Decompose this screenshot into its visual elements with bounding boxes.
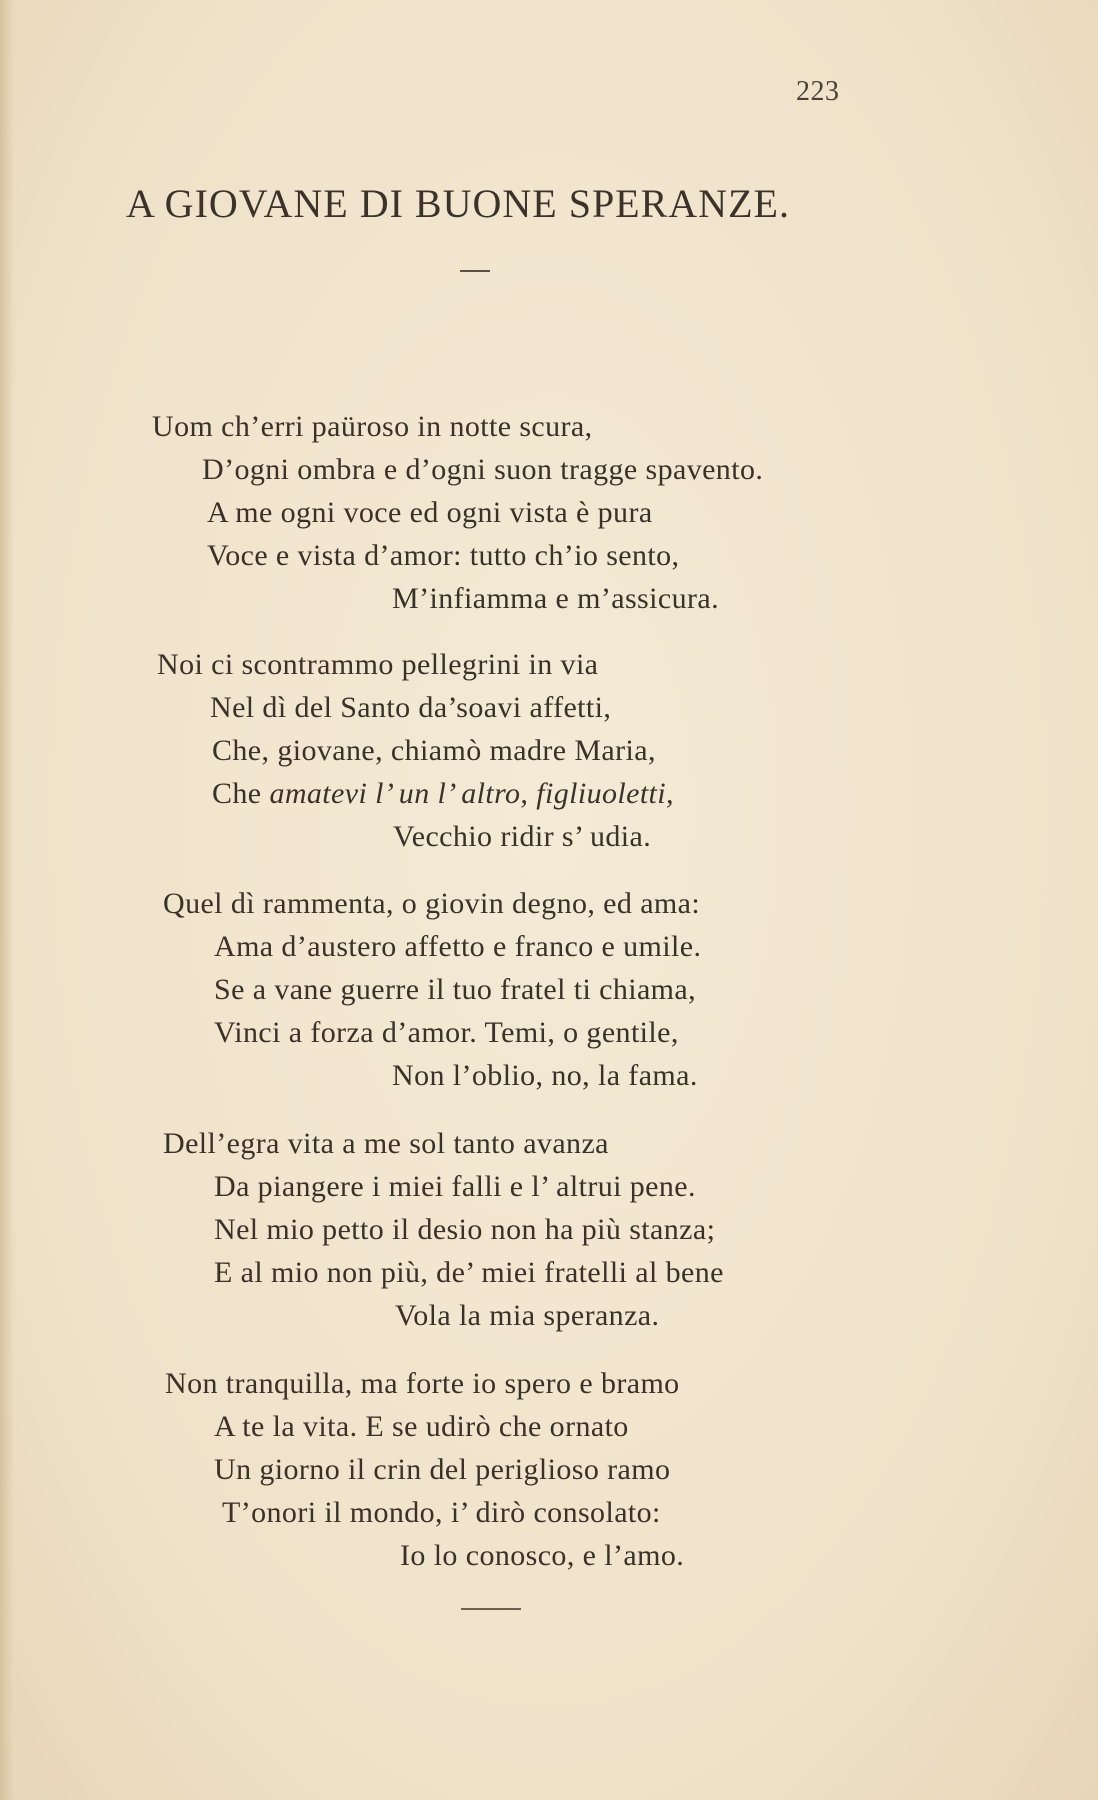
poem-line: Vecchio ridir s’ udia.	[393, 820, 652, 853]
italic-phrase: amatevi l’ un l’ altro, figliuoletti,	[269, 777, 674, 810]
poem-line: D’ogni ombra e d’ogni suon tragge spavento.	[202, 453, 764, 486]
line-prefix: Che	[212, 777, 270, 810]
poem-line: Voce e vista d’amor: tutto ch’io sento,	[207, 539, 680, 572]
title-divider	[460, 270, 490, 272]
page-edge-shadow	[0, 0, 14, 1800]
poem-line: Uom ch’erri paüroso in notte scura,	[152, 410, 593, 443]
poem-line: Io lo conosco, e l’amo.	[400, 1539, 685, 1572]
poem-line: Non l’oblio, no, la fama.	[392, 1059, 698, 1092]
poem-line: Dell’egra vita a me sol tanto avanza	[163, 1127, 609, 1160]
poem-line: Vola la mia speranza.	[395, 1299, 660, 1332]
poem-line: Vinci a forza d’amor. Temi, o gentile,	[214, 1016, 679, 1049]
poem-line: Non tranquilla, ma forte io spero e bramo	[165, 1367, 680, 1400]
poem-line: Da piangere i miei falli e l’ altrui pene.	[214, 1170, 696, 1203]
poem-line: T’onori il mondo, i’ dirò consolato:	[222, 1496, 661, 1529]
poem-line: E al mio non più, de’ miei fratelli al bene	[214, 1256, 724, 1289]
poem-line: Se a vane guerre il tuo fratel ti chiama,	[214, 973, 697, 1006]
poem-line: A me ogni voce ed ogni vista è pura	[207, 496, 653, 529]
poem-line-italic-phrase	[212, 777, 674, 811]
poem-line: Che, giovane, chiamò madre Maria,	[212, 734, 656, 767]
page-number: 223	[796, 76, 840, 107]
poem-line: Noi ci scontrammo pellegrini in via	[157, 648, 599, 681]
poem-line: Nel dì del Santo da’soavi affetti,	[210, 691, 612, 724]
poem-line: Un giorno il crin del periglioso ramo	[214, 1453, 671, 1486]
poem-line: Quel dì rammenta, o giovin degno, ed ama:	[163, 887, 701, 920]
poem-line: Nel mio petto il desio non ha più stanza;	[214, 1213, 716, 1246]
end-divider	[461, 1608, 521, 1610]
poem-title: A GIOVANE DI BUONE SPERANZE.	[126, 181, 790, 226]
poem-line: M’infiamma e m’assicura.	[392, 582, 719, 615]
poem-line: A te la vita. E se udirò che ornato	[214, 1410, 629, 1443]
poem-line: Ama d’austero affetto e franco e umile.	[214, 930, 702, 963]
